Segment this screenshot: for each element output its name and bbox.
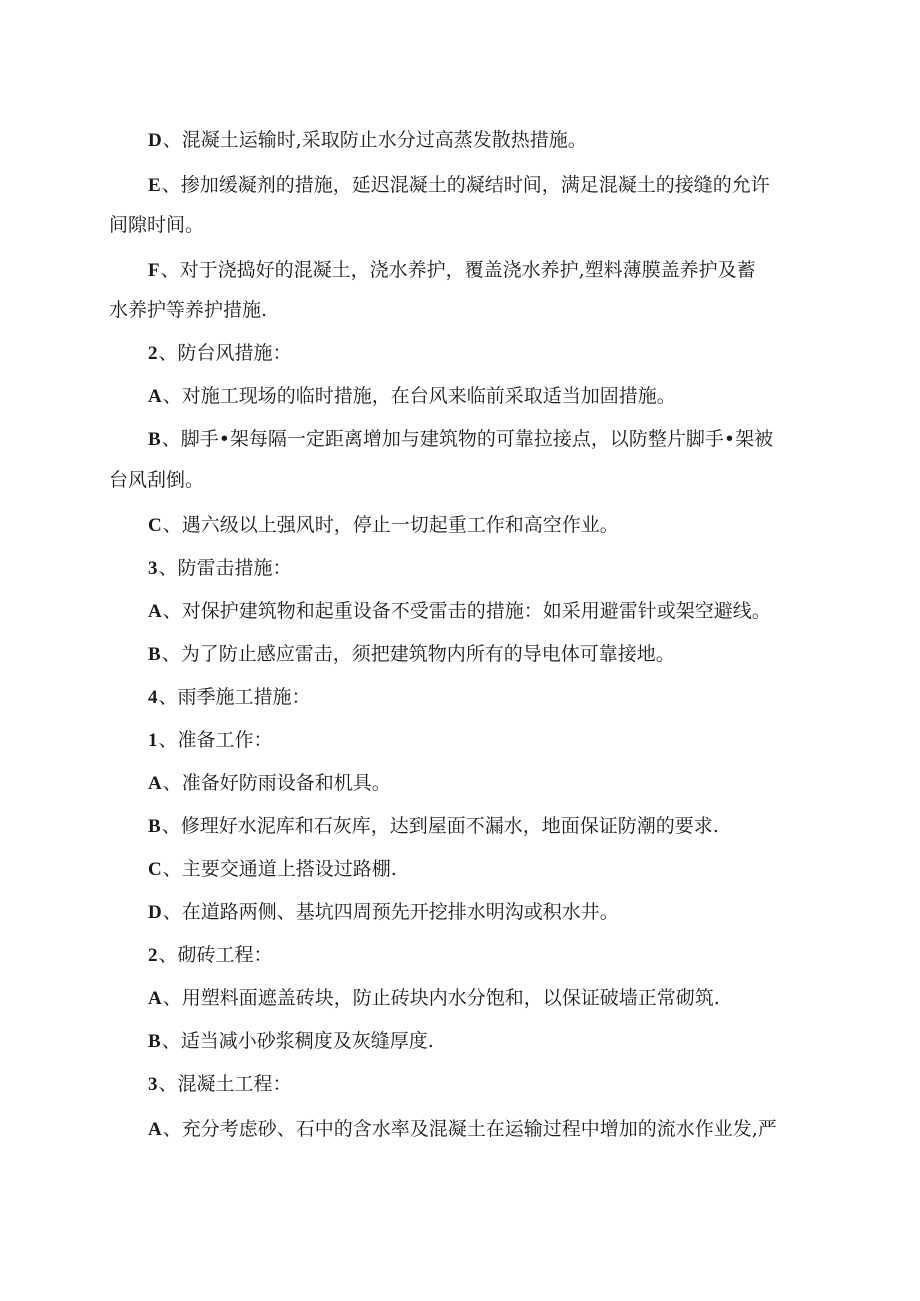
line-text: 、防雷击措施：: [158, 557, 292, 579]
text-line: [0, 899, 920, 926]
item-marker: F: [148, 260, 160, 281]
line-text: 、掺加缓凝剂的措施，延迟混凝土的凝结时间，满足混凝土的接缝的允许: [161, 174, 770, 196]
line-text: 、修理好水泥库和石灰库，达到屋面不漏水，地面保证防潮的要求.: [161, 815, 719, 837]
line-text: 、充分考虑砂、石中的含水率及混凝土在运输过程中增加的流水作业发,严: [162, 1118, 777, 1140]
item-marker: A: [148, 773, 162, 794]
line-text: 、雨季施工措施：: [158, 686, 311, 708]
item-marker: E: [148, 175, 161, 196]
item-marker: C: [148, 859, 162, 880]
line-text: 、准备工作：: [158, 729, 273, 751]
text-line: [0, 127, 920, 154]
line-text: 水养护等养护措施.: [109, 299, 268, 321]
text-line: [0, 257, 920, 284]
item-marker: 3: [148, 558, 158, 579]
item-marker: A: [148, 386, 162, 407]
section-heading: [0, 684, 920, 711]
item-marker: 3: [148, 1074, 158, 1095]
line-text: 、在道路两侧、基坑四周预先开挖排水明沟或积水井。: [162, 901, 619, 923]
text-line: [0, 297, 920, 324]
item-marker: B: [148, 644, 161, 665]
section-heading: [0, 1071, 920, 1098]
item-marker: 4: [148, 687, 158, 708]
text-line: [0, 383, 920, 410]
line-text: 、遇六级以上强风时，停止一切起重工作和高空作业。: [162, 514, 619, 536]
text-line: [0, 172, 920, 199]
item-marker: D: [148, 902, 162, 923]
line-text: 、为了防止感应雷击，须把建筑物内所有的导电体可靠接地。: [161, 643, 675, 665]
section-heading: [0, 340, 920, 367]
line-text: 、适当减小砂浆稠度及灰缝厚度.: [161, 1030, 434, 1052]
item-marker: B: [148, 1031, 161, 1052]
text-line: [0, 813, 920, 840]
text-line: [0, 1028, 920, 1055]
item-marker: B: [148, 816, 161, 837]
section-heading: [0, 555, 920, 582]
line-text: 、防台风措施：: [158, 342, 292, 364]
text-line: [0, 426, 920, 453]
line-text: 、对保护建筑物和起重设备不受雷击的措施：如采用避雷针或架空避线。: [162, 600, 771, 622]
line-text: 、准备好防雨设备和机具。: [162, 772, 391, 794]
section-heading: [0, 942, 920, 969]
item-marker: A: [148, 601, 162, 622]
line-text: 、混凝土运输时,采取防止水分过高蒸发散热措施。: [162, 129, 587, 151]
text-line: [0, 212, 920, 239]
item-marker: 2: [148, 945, 158, 966]
item-marker: A: [148, 988, 162, 1009]
text-line: [0, 770, 920, 797]
line-text: 、砌砖工程：: [158, 944, 273, 966]
text-line: [0, 512, 920, 539]
line-text: 、混凝土工程：: [158, 1073, 292, 1095]
text-line: [0, 467, 920, 494]
text-line: [0, 856, 920, 883]
item-marker: C: [148, 515, 162, 536]
line-text: 台风刮倒。: [109, 469, 205, 491]
item-marker: B: [148, 429, 161, 450]
text-line: [0, 1116, 920, 1143]
text-line: [0, 985, 920, 1012]
line-text: 间隙时间。: [109, 214, 205, 236]
line-text: 、脚手•架每隔一定距离增加与建筑物的可靠拉接点，以防整片脚手•架被: [161, 428, 774, 450]
line-text: 、主要交通道上搭设过路棚.: [162, 858, 397, 880]
line-text: 、对施工现场的临时措施，在台风来临前采取适当加固措施。: [162, 385, 676, 407]
item-marker: D: [148, 130, 162, 151]
text-line: [0, 641, 920, 668]
section-heading: [0, 727, 920, 754]
item-marker: A: [148, 1119, 162, 1140]
item-marker: 1: [148, 730, 158, 751]
line-text: 、对于浇捣好的混凝土，浇水养护，覆盖浇水养护,塑料薄膜盖养护及蓄: [160, 259, 756, 281]
item-marker: 2: [148, 343, 158, 364]
text-line: [0, 598, 920, 625]
line-text: 、用塑料面遮盖砖块，防止砖块内水分饱和，以保证破墙正常砌筑.: [162, 987, 720, 1009]
